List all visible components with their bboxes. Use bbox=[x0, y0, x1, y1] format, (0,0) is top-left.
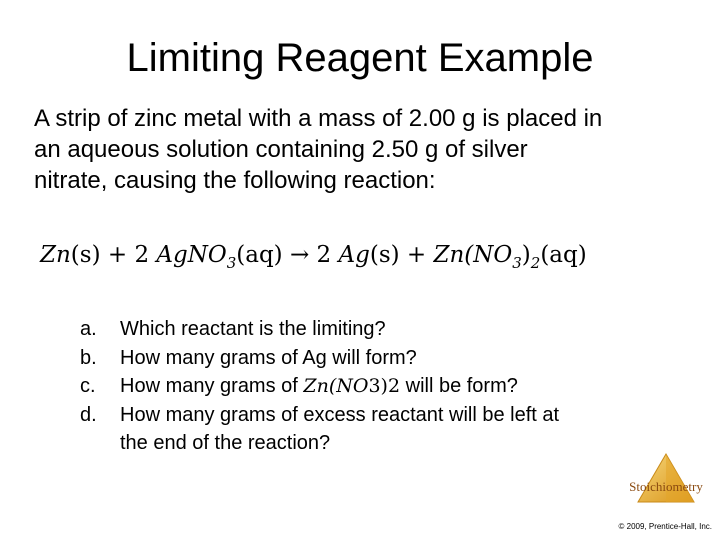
problem-statement bbox=[34, 103, 704, 196]
question-item bbox=[80, 401, 700, 430]
question-formula: Zn(NO bbox=[303, 375, 369, 397]
formula-subscript: 3 bbox=[368, 375, 381, 397]
eq-state: (s) bbox=[70, 242, 101, 268]
question-text: Which reactant is the limiting? bbox=[120, 318, 386, 340]
question-marker: a. bbox=[80, 318, 97, 340]
question-item bbox=[80, 344, 700, 373]
question-item bbox=[80, 315, 700, 344]
problem-line: an aqueous solution containing 2.50 g of silver bbox=[34, 136, 528, 163]
slide-title: Limiting Reagent Example bbox=[126, 36, 594, 80]
eq-subscript: 3 bbox=[226, 254, 237, 272]
eq-zn: Zn bbox=[40, 242, 71, 268]
eq-agno: AgNO bbox=[156, 242, 227, 268]
reaction-equation bbox=[40, 238, 587, 280]
eq-plus: + 2 bbox=[100, 242, 157, 268]
eq-ag: Ag bbox=[338, 242, 370, 268]
eq-subscript: 3 bbox=[512, 254, 522, 272]
copyright-notice: © 2009, Prentice-Hall, Inc. bbox=[618, 522, 712, 531]
question-item bbox=[80, 429, 700, 458]
question-text-before: How many grams of bbox=[120, 375, 304, 397]
question-marker: d. bbox=[80, 403, 97, 426]
eq-arrow: (aq) → 2 bbox=[236, 242, 339, 268]
eq-plus: + bbox=[399, 242, 434, 268]
question-marker bbox=[80, 429, 120, 458]
eq-state: (aq) bbox=[540, 242, 587, 268]
question-text: How many grams of Ag will form? bbox=[120, 346, 417, 369]
question-text bbox=[120, 372, 518, 401]
eq-state: (s) bbox=[369, 242, 400, 268]
eq-zinc-nitrate: Zn(NO bbox=[433, 242, 513, 268]
formula-paren: ) bbox=[380, 375, 388, 397]
problem-line: A strip of zinc metal with a mass of 2.00 g is placed in bbox=[34, 105, 603, 132]
question-marker: b. bbox=[80, 346, 97, 369]
question-list bbox=[80, 315, 700, 467]
eq-paren: ) bbox=[521, 242, 531, 268]
question-marker: c. bbox=[80, 375, 96, 397]
pyramid-icon bbox=[636, 452, 696, 504]
stoichiometry-logo bbox=[620, 452, 712, 508]
problem-line: nitrate, causing the following reaction: bbox=[34, 167, 436, 194]
formula-subscript: 2 bbox=[387, 375, 401, 397]
question-text-after: will be form? bbox=[400, 375, 518, 397]
question-text: the end of the reaction? bbox=[120, 432, 331, 454]
eq-subscript: 2 bbox=[530, 254, 541, 272]
logo-label: Stoichiometry bbox=[629, 479, 703, 494]
question-item bbox=[80, 372, 700, 401]
question-text: How many grams of excess reactant will be left at bbox=[120, 403, 560, 426]
